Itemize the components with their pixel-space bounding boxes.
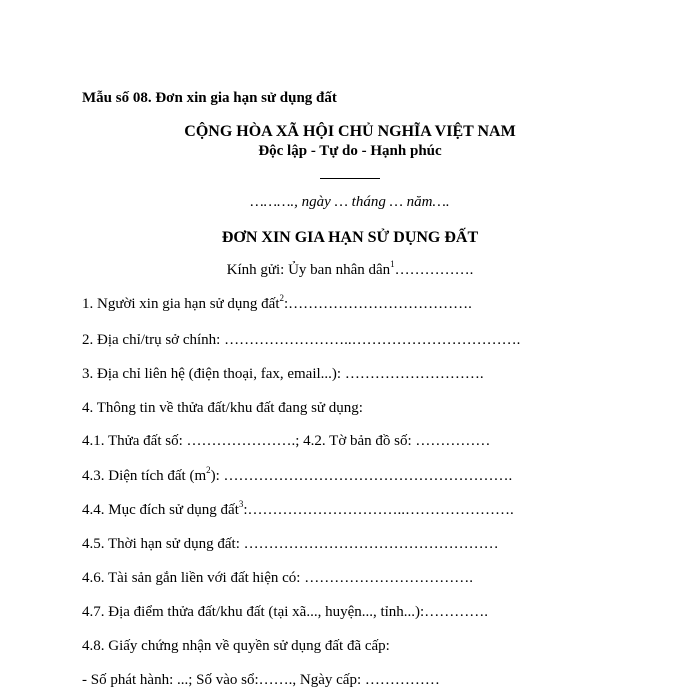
field-applicant-footnote: 2 bbox=[279, 293, 285, 303]
country-header: CỘNG HÒA XÃ HỘI CHỦ NGHĨA VIỆT NAM bbox=[184, 123, 516, 140]
date-line: ………., ngày … tháng … năm…. bbox=[250, 194, 450, 210]
field-location: 4.7. Địa điểm thửa đất/khu đất (tại xã..., huyện..., tỉnh...):…………. bbox=[82, 604, 488, 620]
form-number: Mẫu số 08. Đơn xin gia hạn sử dụng đất bbox=[82, 90, 337, 106]
motto: Độc lập - Tự do - Hạnh phúc bbox=[258, 143, 442, 159]
document-title: ĐƠN XIN GIA HẠN SỬ DỤNG ĐẤT bbox=[221, 229, 479, 246]
field-certificate: 4.8. Giấy chứng nhận về quyền sử dụng đất đã cấp: bbox=[82, 638, 390, 654]
field-purpose-sup: 3 bbox=[238, 499, 244, 509]
field-certificate-details: - Số phát hành: ...; Số vào sổ:……., Ngày cấp: …………… bbox=[82, 672, 440, 688]
field-purpose bbox=[82, 499, 514, 519]
field-applicant-blank: :………………………………. bbox=[284, 296, 472, 312]
field-purpose-label: 4.4. Mục đích sử dụng đất bbox=[82, 502, 239, 518]
field-contact: 3. Địa chỉ liên hệ (điện thoại, fax, email...): ………………………. bbox=[82, 366, 484, 382]
header-divider bbox=[0, 167, 700, 184]
field-address: 2. Địa chỉ/trụ sở chính: ……………………..……………………………. bbox=[82, 332, 521, 348]
field-area-blank: ): …………………………………………………. bbox=[210, 468, 513, 484]
recipient-footnote: 1 bbox=[390, 259, 395, 269]
recipient-line bbox=[0, 259, 700, 279]
field-applicant bbox=[82, 293, 472, 313]
recipient-blank: ……………. bbox=[394, 262, 474, 278]
field-applicant-label: 1. Người xin gia hạn sử dụng đất bbox=[82, 296, 280, 312]
field-area bbox=[82, 465, 513, 485]
field-assets: 4.6. Tài sản gắn liền với đất hiện có: ……………………………. bbox=[82, 570, 473, 586]
field-term: 4.5. Thời hạn sử dụng đất: …………………………………………… bbox=[82, 536, 499, 552]
recipient-text: Kính gửi: Ủy ban nhân dân bbox=[226, 262, 391, 278]
field-area-sup: 2 bbox=[206, 465, 211, 475]
field-area-label: 4.3. Diện tích đất (m bbox=[82, 468, 207, 484]
field-land-info: 4. Thông tin về thửa đất/khu đất đang sử dụng: bbox=[82, 400, 363, 416]
field-purpose-blank: :…………………………..…………………. bbox=[243, 502, 514, 518]
field-parcel-map: 4.1. Thửa đất số: ………………….; 4.2. Tờ bản đồ số: …………… bbox=[82, 433, 491, 449]
